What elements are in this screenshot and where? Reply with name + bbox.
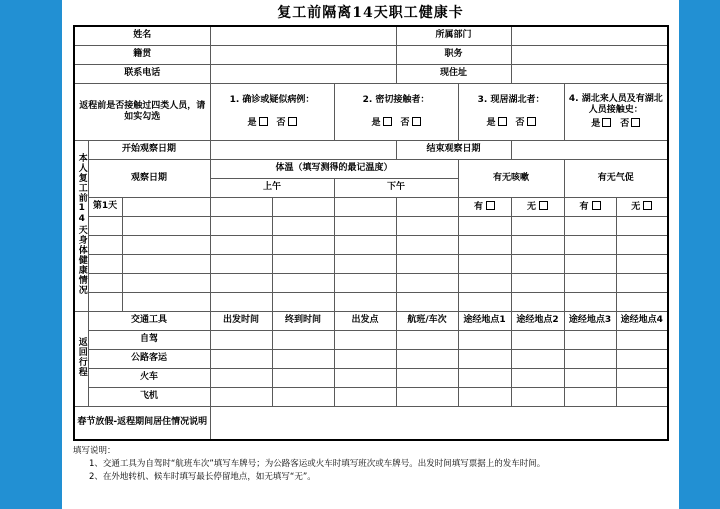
checkbox-has[interactable] [486, 201, 495, 210]
travel-cell-stop-2[interactable] [511, 350, 564, 369]
table-row-hometown [74, 46, 668, 65]
afternoon-label: 下午 [334, 179, 458, 198]
cough-has[interactable]: 有 [458, 198, 511, 217]
observation-day-label [88, 274, 122, 293]
breath-none[interactable] [616, 274, 668, 293]
travel-cell-depart-time[interactable] [210, 350, 272, 369]
travel-mode-self-drive: 自驾 [88, 331, 210, 350]
instructions-block [73, 445, 679, 485]
travel-cell-flight-train[interactable] [396, 331, 458, 350]
table-row-observation-header [74, 160, 668, 179]
checkbox-yes[interactable] [383, 117, 392, 126]
observation-date-cell[interactable] [122, 293, 210, 312]
observation-day-label [88, 255, 122, 274]
position-value[interactable] [511, 46, 668, 65]
checkbox-none[interactable] [643, 201, 652, 210]
contact-item-3-label: 3. 现居湖北者： [477, 94, 545, 105]
breath-has[interactable] [564, 255, 616, 274]
travel-cell-origin[interactable] [334, 388, 396, 407]
breath-none[interactable] [616, 255, 668, 274]
temp-am-1[interactable] [210, 198, 272, 217]
travel-cell-stop-4[interactable] [616, 331, 668, 350]
travel-cell-stop-3[interactable] [564, 369, 616, 388]
travel-cell-flight-train[interactable] [396, 369, 458, 388]
travel-mode-plane: 飞机 [88, 388, 210, 407]
breath-has[interactable] [564, 217, 616, 236]
temp-pm-2[interactable] [396, 217, 458, 236]
hometown-label: 籍贯 [74, 46, 210, 65]
observation-date-cell[interactable] [122, 198, 210, 217]
travel-header-stop-1: 途经地点1 [458, 312, 511, 331]
phone-value[interactable] [210, 65, 396, 84]
observation-date-col-label: 观察日期 [88, 160, 210, 198]
observation-day-label: 第1天 [88, 198, 122, 217]
observation-date-cell[interactable] [122, 255, 210, 274]
travel-cell-stop-1[interactable] [458, 388, 511, 407]
travel-header-stop-4: 途经地点4 [616, 312, 668, 331]
observation-day-label [88, 236, 122, 255]
cough-none[interactable] [511, 236, 564, 255]
end-date-label: 结束观察日期 [396, 141, 511, 160]
travel-header-mode: 交通工具 [88, 312, 210, 331]
table-row [74, 217, 668, 236]
contact-item-3-choices[interactable]: 是 否 [459, 117, 564, 129]
travel-cell-stop-4[interactable] [616, 350, 668, 369]
residence-value[interactable] [210, 407, 668, 441]
travel-cell-stop-1[interactable] [458, 350, 511, 369]
breath-has[interactable] [564, 274, 616, 293]
checkbox-yes[interactable] [259, 117, 268, 126]
travel-cell-stop-3[interactable] [564, 350, 616, 369]
observation-date-cell[interactable] [122, 236, 210, 255]
temp-pm-1[interactable] [334, 274, 396, 293]
travel-cell-depart-time[interactable] [210, 388, 272, 407]
travel-cell-stop-2[interactable] [511, 331, 564, 350]
travel-cell-arrive-time[interactable] [272, 350, 334, 369]
health-card-table [73, 25, 669, 441]
travel-cell-stop-4[interactable] [616, 388, 668, 407]
travel-cell-arrive-time[interactable] [272, 369, 334, 388]
start-date-label: 开始观察日期 [88, 141, 210, 160]
travel-mode-train: 火车 [88, 369, 210, 388]
breath-none[interactable] [616, 236, 668, 255]
address-label: 现住址 [396, 65, 511, 84]
start-date-value[interactable] [210, 141, 396, 160]
cough-none[interactable] [511, 293, 564, 312]
temp-pm-1[interactable] [334, 293, 396, 312]
travel-header-depart-time: 出发时间 [210, 312, 272, 331]
table-row [74, 388, 668, 407]
temp-am-1[interactable] [210, 255, 272, 274]
travel-cell-stop-3[interactable] [564, 331, 616, 350]
travel-cell-stop-2[interactable] [511, 369, 564, 388]
table-row [74, 350, 668, 369]
checkbox-no[interactable] [527, 117, 536, 126]
travel-cell-origin[interactable] [334, 331, 396, 350]
temp-am-2[interactable] [272, 236, 334, 255]
contact-item-2-choices[interactable]: 是 否 [335, 117, 458, 129]
page-title: 复工前隔离14天职工健康卡 [277, 5, 464, 21]
table-row [74, 331, 668, 350]
cough-has[interactable] [458, 217, 511, 236]
observation-side-label: 本人复工前14天身体健康情况 [74, 141, 88, 312]
table-row [74, 274, 668, 293]
table-row-phone [74, 65, 668, 84]
travel-cell-origin[interactable] [334, 350, 396, 369]
travel-mode-coach: 公路客运 [88, 350, 210, 369]
hometown-value[interactable] [210, 46, 396, 65]
table-row [74, 198, 668, 217]
temp-pm-2[interactable] [396, 255, 458, 274]
travel-cell-flight-train[interactable] [396, 350, 458, 369]
travel-header-stop-3: 途经地点3 [564, 312, 616, 331]
cough-label: 有无咳嗽 [458, 160, 564, 198]
table-row [74, 255, 668, 274]
temp-am-2[interactable] [272, 255, 334, 274]
temp-pm-2[interactable] [396, 274, 458, 293]
cough-none[interactable]: 无 [511, 198, 564, 217]
travel-cell-origin[interactable] [334, 369, 396, 388]
morning-label: 上午 [210, 179, 334, 198]
travel-cell-arrive-time[interactable] [272, 331, 334, 350]
cough-none[interactable] [511, 274, 564, 293]
breath-label: 有无气促 [564, 160, 668, 198]
checkbox-yes[interactable] [602, 118, 611, 127]
checkbox-no[interactable] [631, 118, 640, 127]
checkbox-no[interactable] [288, 117, 297, 126]
travel-cell-stop-4[interactable] [616, 369, 668, 388]
temp-am-1[interactable] [210, 217, 272, 236]
temp-pm-1[interactable] [334, 217, 396, 236]
travel-cell-depart-time[interactable] [210, 331, 272, 350]
checkbox-none[interactable] [539, 201, 548, 210]
end-date-value[interactable] [511, 141, 668, 160]
contact-item-4-label: 4. 湖北来人员及有湖北人员接触史： [568, 93, 663, 115]
temp-pm-2[interactable] [396, 198, 458, 217]
travel-header-stop-2: 途经地点2 [511, 312, 564, 331]
cough-none[interactable] [511, 255, 564, 274]
table-row [74, 236, 668, 255]
checkbox-has[interactable] [592, 201, 601, 210]
address-value[interactable] [511, 65, 668, 84]
breath-none[interactable] [616, 293, 668, 312]
contact-item-3 [458, 84, 564, 141]
contact-item-1-label: 1. 确诊或疑似病例： [229, 94, 315, 105]
temp-am-1[interactable] [210, 236, 272, 255]
temp-pm-1[interactable] [334, 198, 396, 217]
travel-cell-stop-3[interactable] [564, 388, 616, 407]
cough-has[interactable] [458, 274, 511, 293]
table-row-residence [74, 407, 668, 441]
temp-am-2[interactable] [272, 274, 334, 293]
contact-item-1 [210, 84, 334, 141]
table-row [74, 369, 668, 388]
breath-none[interactable] [616, 217, 668, 236]
temp-am-2[interactable] [272, 198, 334, 217]
instructions-line-1: 1、交通工具为自驾时“航班车次”填写车牌号；为公路客运或火车时填写班次或车牌号。出发时间填写票据上的发车时间。 [89, 459, 546, 470]
travel-header-origin: 出发点 [334, 312, 396, 331]
cough-none[interactable] [511, 217, 564, 236]
travel-cell-stop-1[interactable] [458, 369, 511, 388]
temp-pm-1[interactable] [334, 236, 396, 255]
table-row-observation-dates [74, 141, 668, 160]
residence-label: 春节放假-返程期间居住情况说明 [74, 407, 210, 441]
position-label: 职务 [396, 46, 511, 65]
breath-has[interactable]: 有 [564, 198, 616, 217]
temp-am-1[interactable] [210, 274, 272, 293]
table-row-contact-history [74, 84, 668, 141]
checkbox-no[interactable] [412, 117, 421, 126]
travel-cell-stop-2[interactable] [511, 388, 564, 407]
cough-has[interactable] [458, 255, 511, 274]
contact-item-2-label: 2. 密切接触者： [362, 94, 430, 105]
contact-item-1-choices[interactable]: 是 否 [211, 117, 334, 129]
contact-history-prompt: 返程前是否接触过四类人员，请如实勾选 [74, 84, 210, 141]
breath-none[interactable]: 无 [616, 198, 668, 217]
instructions-heading: 填写说明： [73, 446, 116, 456]
instructions-line-2: 2、在外地转机、候车时填写最长停留地点，如无填写“无”。 [89, 472, 316, 483]
contact-item-4-choices[interactable]: 是 否 [565, 118, 668, 130]
cough-has[interactable] [458, 293, 511, 312]
temp-am-1[interactable] [210, 293, 272, 312]
table-row-travel-header [74, 312, 668, 331]
breath-has[interactable] [564, 293, 616, 312]
observation-day-label [88, 217, 122, 236]
travel-cell-arrive-time[interactable] [272, 388, 334, 407]
table-row [74, 293, 668, 312]
name-value[interactable] [210, 26, 396, 46]
phone-label: 联系电话 [74, 65, 210, 84]
form-page [62, 0, 679, 509]
cough-has[interactable] [458, 236, 511, 255]
temp-am-2[interactable] [272, 293, 334, 312]
travel-cell-stop-1[interactable] [458, 331, 511, 350]
contact-item-4 [564, 84, 668, 141]
observation-day-label [88, 293, 122, 312]
travel-side-label: 返回行程 [74, 312, 88, 407]
temp-pm-1[interactable] [334, 255, 396, 274]
travel-cell-depart-time[interactable] [210, 369, 272, 388]
contact-item-2 [334, 84, 458, 141]
temp-pm-2[interactable] [396, 236, 458, 255]
travel-header-flight-train: 航班/车次 [396, 312, 458, 331]
temp-pm-2[interactable] [396, 293, 458, 312]
observation-date-cell[interactable] [122, 217, 210, 236]
department-value[interactable] [511, 26, 668, 46]
observation-date-cell[interactable] [122, 274, 210, 293]
table-row-name [74, 26, 668, 46]
travel-cell-flight-train[interactable] [396, 388, 458, 407]
temperature-label: 体温（填写测得的最记温度） [210, 160, 458, 179]
travel-header-arrive-time: 终到时间 [272, 312, 334, 331]
department-label: 所属部门 [396, 26, 511, 46]
name-label: 姓名 [74, 26, 210, 46]
breath-has[interactable] [564, 236, 616, 255]
checkbox-yes[interactable] [498, 117, 507, 126]
temp-am-2[interactable] [272, 217, 334, 236]
